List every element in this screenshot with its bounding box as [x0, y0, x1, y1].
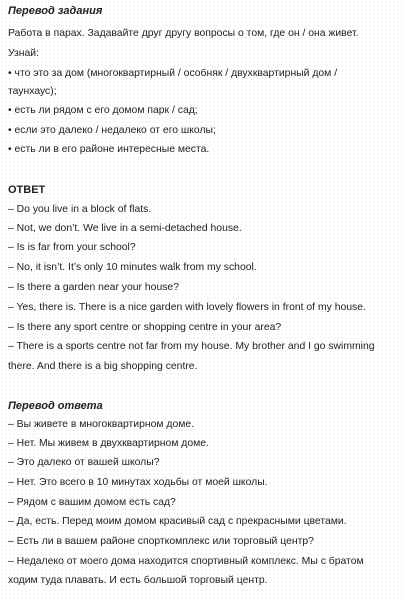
task-line: • есть ли в его районе интересные места. — [8, 144, 210, 155]
task-line: • есть ли рядом с его домом парк / сад; — [8, 105, 198, 116]
answer-line: – Is there a garden near your house? — [8, 282, 179, 293]
task-line: таунхаус); — [8, 86, 57, 97]
answer-line: – There is a sports centre not far from my house. My brother and I go swimming — [8, 341, 375, 352]
task-line: Узнай: — [8, 48, 39, 59]
answer-line: – Do you live in a block of flats. — [8, 204, 152, 215]
answer-line: – Not, we don’t. We live in a semi-detached house. — [8, 223, 242, 234]
task-heading: Перевод задания — [8, 5, 103, 17]
task-line: • если это далеко / недалеко от его школы; — [8, 125, 216, 136]
translation-line: – Недалеко от моего дома находится спортивный комплекс. Мы с братом — [8, 556, 364, 567]
translation-line: ходим туда плавать. И есть большой торговый центр. — [8, 575, 268, 586]
translation-line: – Вы живете в многоквартирном доме. — [8, 419, 195, 430]
translation-line: – Есть ли в вашем районе спорткомплекс или торговый центр? — [8, 536, 314, 547]
answer-heading: ОТВЕТ — [8, 184, 46, 196]
answer-line: – Yes, there is. There is a nice garden with lovely flowers in front of my house. — [8, 302, 366, 313]
task-line: • что это за дом (многоквартирный / особняк / двухквартирный дом / — [8, 68, 338, 79]
translation-line: – Рядом с вашим домом есть сад? — [8, 497, 176, 508]
translation-line: – Да, есть. Перед моим домом красивый сад с прекрасными цветами. — [8, 516, 347, 527]
answer-line: – Is there any sport centre or shopping centre in your area? — [8, 322, 282, 333]
translation-line: – Нет. Это всего в 10 минутах ходьбы от моей школы. — [8, 477, 268, 488]
answer-line: there. And there is a big shopping centre. — [8, 361, 198, 372]
task-line: Работа в парах. Задавайте друг другу вопросы о том, где он / она живет. — [8, 28, 359, 39]
answer-line: – Is is far from your school? — [8, 242, 136, 253]
translation-heading: Перевод ответа — [8, 400, 103, 412]
translation-line: – Это далеко от вашей школы? — [8, 457, 160, 468]
translation-line: – Нет. Мы живем в двухквартирном доме. — [8, 438, 209, 449]
answer-line: – No, it isn’t. It’s only 10 minutes walk from my school. — [8, 262, 257, 273]
